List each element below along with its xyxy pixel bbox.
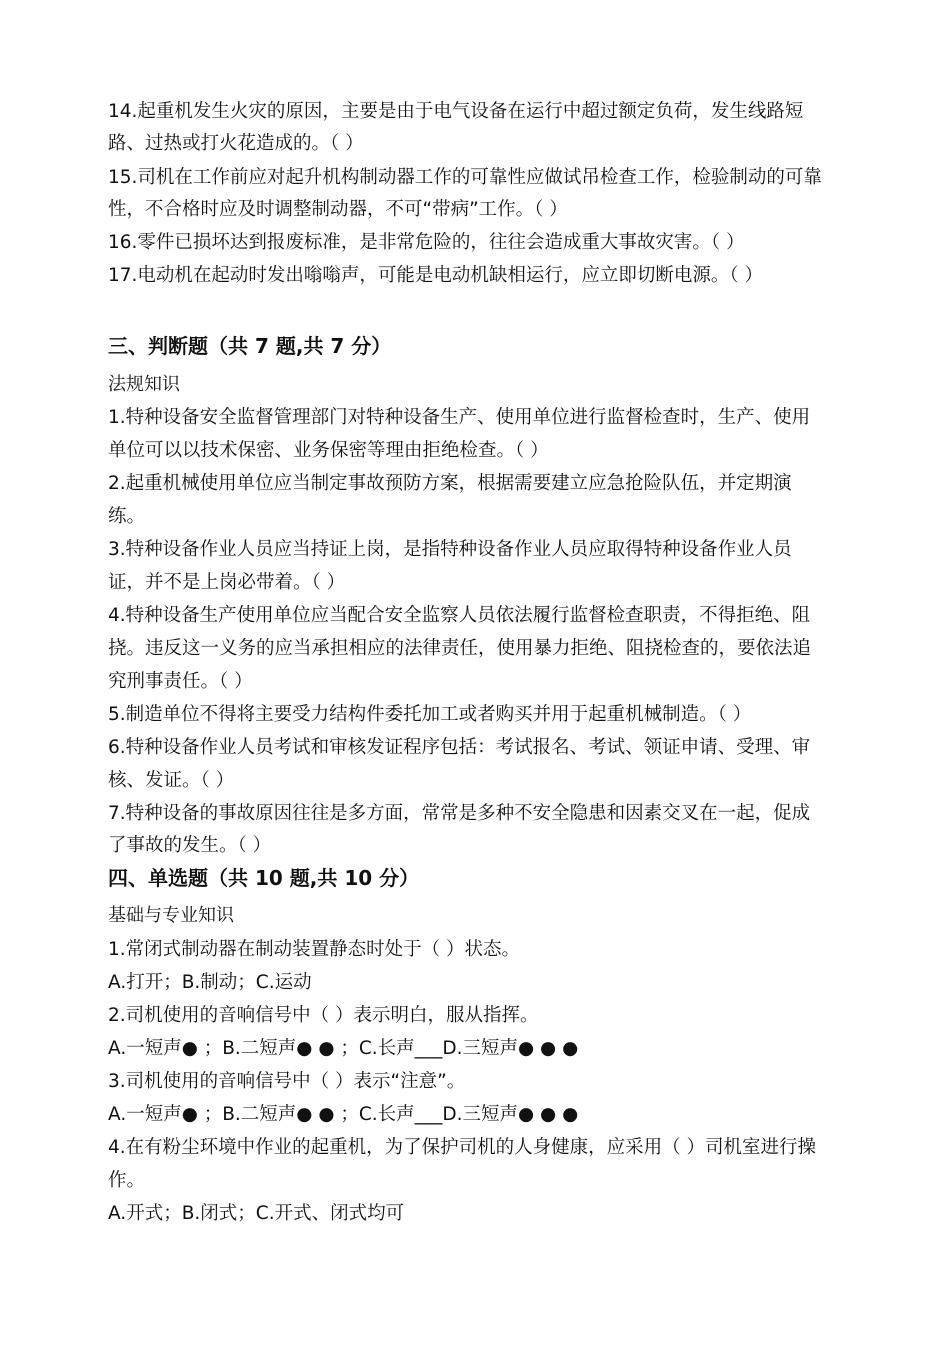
- judgement-5: 5.制造单位不得将主要受力结构件委托加工或者购买并用于起重机械制造。（ ）: [108, 704, 752, 725]
- judgement-7-line-2: 了事故的发生。（ ）: [108, 835, 272, 856]
- single-choice-1-options: A.打开；B.制动；C.运动: [108, 972, 312, 993]
- single-choice-1-question: 1.常闭式制动器在制动装置静态时处于（ ）状态。: [108, 939, 521, 960]
- section-four-subheading: 基础与专业知识: [108, 905, 234, 926]
- question-15-line-2: 性，不合格时应及时调整制动器，不可“带病”工作。（ ）: [108, 199, 568, 220]
- question-16: 16.零件已损坏达到报废标准，是非常危险的，往往会造成重大事故灾害。（ ）: [108, 232, 745, 253]
- judgement-6-line-1: 6.特种设备作业人员考试和审核发证程序包括：考试报名、考试、领证申请、受理、审: [108, 737, 811, 758]
- judgement-1-line-1: 1.特种设备安全监督管理部门对特种设备生产、使用单位进行监督检查时，生产、使用: [108, 407, 811, 428]
- single-choice-4-options: A.开式；B.闭式；C.开式、闭式均可: [108, 1203, 405, 1224]
- judgement-4-line-3: 究刑事责任。（ ）: [108, 671, 253, 692]
- single-choice-4-question-line-2: 作。: [108, 1170, 146, 1191]
- question-15-line-1: 15.司机在工作前应对起升机构制动器工作的可靠性应做试吊检查工作，检验制动的可靠: [108, 167, 822, 188]
- section-three-subheading: 法规知识: [108, 374, 180, 395]
- single-choice-2-question: 2.司机使用的音响信号中（ ）表示明白，服从指挥。: [108, 1005, 539, 1026]
- judgement-2-line-2: 练。: [108, 506, 146, 527]
- section-four-heading: 四、单选题（共 10 题,共 10 分）: [108, 866, 420, 890]
- judgement-3-line-1: 3.特种设备作业人员应当持证上岗，是指特种设备作业人员应取得特种设备作业人员: [108, 539, 792, 560]
- question-14-line-1: 14.起重机发生火灾的原因，主要是由于电气设备在运行中超过额定负荷，发生线路短: [108, 101, 804, 122]
- section-three-heading: 三、判断题（共 7 题,共 7 分）: [108, 334, 392, 358]
- judgement-3-line-2: 证，并不是上岗必带着。（ ）: [108, 572, 346, 593]
- judgement-7-line-1: 7.特种设备的事故原因往往是多方面，常常是多种不安全隐患和因素交叉在一起，促成: [108, 803, 811, 824]
- single-choice-2-options: A.一短声● ；B.二短声● ● ；C.长声___D.三短声● ● ●: [108, 1038, 579, 1059]
- question-14-line-2: 路、过热或打火花造成的。（ ）: [108, 133, 364, 154]
- single-choice-4-question-line-1: 4.在有粉尘环境中作业的起重机，为了保护司机的人身健康，应采用（ ）司机室进行操: [108, 1137, 817, 1158]
- judgement-1-line-2: 单位可以以技术保密、业务保密等理由拒绝检查。（ ）: [108, 440, 549, 461]
- judgement-2-line-1: 2.起重机械使用单位应当制定事故预防方案，根据需要建立应急抢险队伍，并定期演: [108, 473, 792, 494]
- judgement-4-line-2: 挠。违反这一义务的应当承担相应的法律责任，使用暴力拒绝、阻挠检查的，要依法追: [108, 638, 812, 659]
- judgement-4-line-1: 4.特种设备生产使用单位应当配合安全监察人员依法履行监督检查职责，不得拒绝、阻: [108, 605, 811, 626]
- single-choice-3-options: A.一短声● ；B.二短声● ● ；C.长声___D.三短声● ● ●: [108, 1104, 579, 1125]
- question-17: 17.电动机在起动时发出嗡嗡声，可能是电动机缺相运行，应立即切断电源。（ ）: [108, 265, 764, 286]
- judgement-6-line-2: 核、发证。（ ）: [108, 770, 235, 791]
- single-choice-3-question: 3.司机使用的音响信号中（ ）表示“注意”。: [108, 1071, 466, 1092]
